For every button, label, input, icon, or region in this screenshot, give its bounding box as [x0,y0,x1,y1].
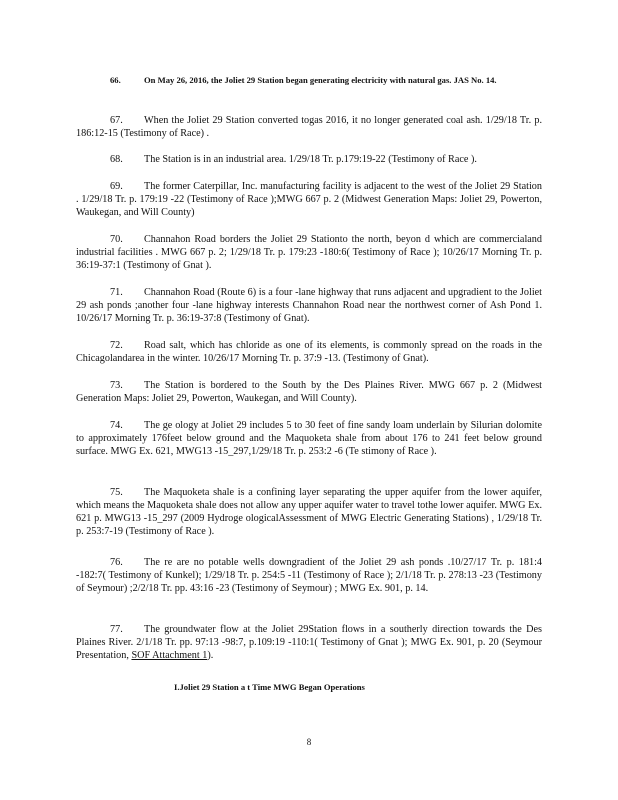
paragraph-74 [76,419,542,458]
paragraph-text: The former Caterpillar, Inc. manufacturing facility is adjacent to the west of the Joliet 29 Station . 1/29/18 Tr. p. 179:19 -22 (Testimony of Race );MWG 667 p. 2 (Midwest Generation Maps: Joliet 29, Powerton, Waukegan, and Will County) [76,181,542,218]
paragraph-number: 71. [110,287,123,298]
paragraph-number: 67. [110,115,123,126]
paragraph-text: Channahon Road (Route 6) is a four -lane highway that runs adjacent and upgradient to the Joliet 29 ash ponds ;another four -lane highway interests Channahon Road near the northwest corner of Ash Pond 1. 10/26/17 Morning Tr. p. 36:19-37:8 (Testimony of Gnat). [76,287,542,324]
paragraph-text: The ge ology at Joliet 29 includes 5 to 30 feet of fine sandy loam underlain by Silurian dolomite to approximately 176feet below ground and the Maquoketa shale from about 176 to 241 feet below ground surface. MWG Ex. 621, MWG13 -15_297,1/29/18 Tr. p. 253:2 -6 (Te stimony of Race ). [76,420,542,457]
paragraph-71 [76,286,542,325]
paragraph-number: 75. [110,487,123,498]
section-heading: I.Joliet 29 Station a t Time MWG Began Operations [174,682,365,692]
paragraph-text: On May 26, 2016, the Joliet 29 Station began generating electricity with natural gas. JAS No. 14. [144,75,497,85]
paragraph-68 [76,153,542,166]
paragraph-number: 77. [110,624,123,635]
paragraph-69 [76,180,542,219]
paragraph-77 [76,623,542,662]
paragraph-number: 76. [110,557,123,568]
paragraph-text-end: ). [207,650,214,661]
paragraph-number: 66. [110,75,121,85]
paragraph-number: 69. [110,181,123,192]
paragraph-70 [76,233,542,272]
paragraph-number: 70. [110,234,123,245]
paragraph-text: The Station is in an industrial area. 1/29/18 Tr. p.179:19-22 (Testimony of Race ). [144,154,477,165]
paragraph-number: 74. [110,420,123,431]
paragraph-text: Channahon Road borders the Joliet 29 Stationto the north, beyon d which are commercialand industrial facilities . MWG 667 p. 2; 1/29/18 Tr. p. 179:23 -180:6( Testimony of Race ); 10/26/17 Morning Tr. p. 36:19-37:1 (Testimony of Gnat ). [76,234,542,271]
paragraph-text: Road salt, which has chloride as one of its elements, is commonly spread on the roads in the Chicagolandarea in the winter. 10/26/17 Morning Tr. p. 37:9 -13. (Testimony of Gnat). [76,340,542,364]
paragraph-67 [76,114,542,140]
paragraph-number: 72. [110,340,123,351]
paragraph-text: When the Joliet 29 Station converted togas 2016, it no longer generated coal ash. 1/29/18 Tr. p. 186:12-15 (Testimony of Race) . [76,115,542,139]
paragraph-72 [76,339,542,365]
paragraph-75 [76,486,542,538]
paragraph-66 [76,74,542,87]
paragraph-number: 68. [110,154,123,165]
paragraph-76 [76,556,542,595]
paragraph-text: The groundwater flow at the Joliet 29Station flows in a southerly direction towards the Des Plaines River. 2/1/18 Tr. pp. 97:13 -98:7, p.109:19 -110:1( Testimony of Gnat ); MWG Ex. 901, p. 20 (Seymour Presentation, [76,624,542,661]
paragraph-number: 73. [110,380,123,391]
paragraph-text: The re are no potable wells downgradient of the Joliet 29 ash ponds .10/27/17 Tr. p. 181:4 -182:7( Testimony of Kunkel); 1/29/18 Tr. p. 254:5 -11 (Testimony of Race ); 2/1/18 Tr. p. 278:13 -23 (Testimony of Seymour) ;2/2/18 Tr. pp. 43:16 -23 (Testimony of Seymour) ; MWG Ex. 901, p. 14. [76,557,542,594]
paragraph-text: The Station is bordered to the South by the Des Plaines River. MWG 667 p. 2 (Midwest Generation Maps: Joliet 29, Powerton, Waukegan, and Will County). [76,380,542,404]
paragraph-73 [76,379,542,405]
sof-attachment-reference: SOF Attachment 1 [131,650,208,661]
page-number: 8 [306,737,312,747]
paragraph-text: The Maquoketa shale is a confining layer separating the upper aquifer from the lower aquifer, which means the Maquoketa shale does not allow any upper aquifer water to travel tothe lower aquifer. MWG Ex. 621 p. MWG13 -15_297 (2009 Hydroge ologicalAssessment of MWG Electric Generating Stations) , 1/29/18 Tr. p. 253:7-19 (Testimony of Race ). [76,487,542,537]
